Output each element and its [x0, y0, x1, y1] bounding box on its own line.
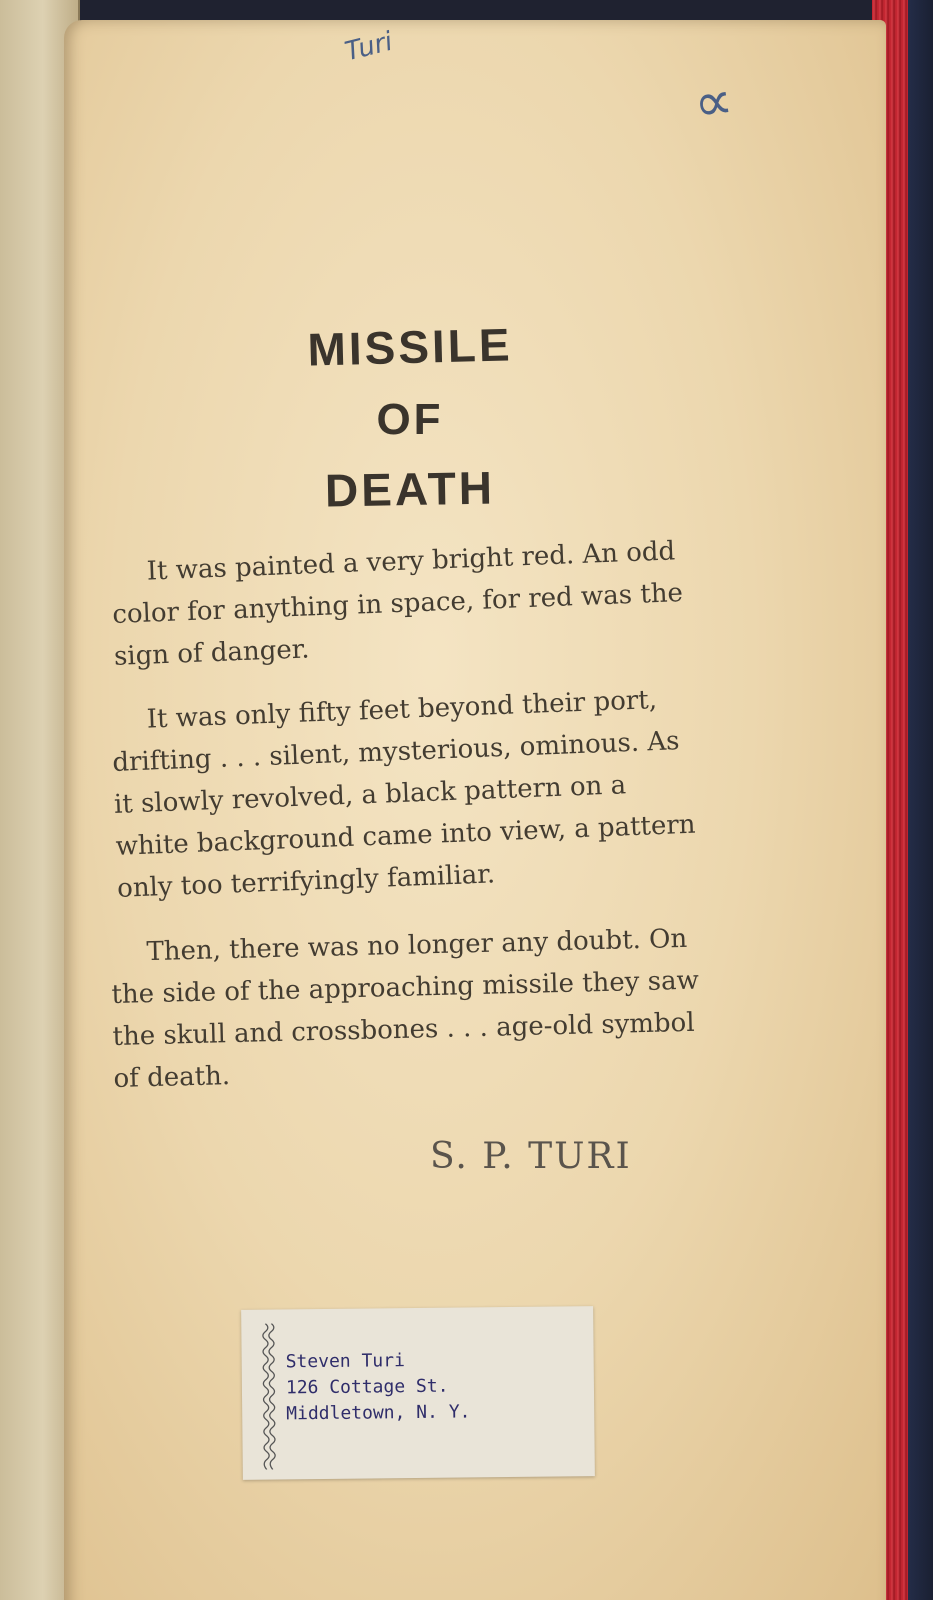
label-street: 126 Cottage St.	[285, 1375, 449, 1399]
address-label	[241, 1306, 595, 1480]
author-name: S. P. TURI	[430, 1136, 632, 1177]
title-line-1: MISSILE	[306, 318, 514, 376]
label-text-block	[286, 1347, 471, 1427]
pencil-mark: ∝	[689, 67, 737, 136]
title-line-2: OF	[376, 395, 444, 444]
label-city: Middletown, N. Y.	[286, 1401, 471, 1425]
paragraph-3: Then, there was no longer any doubt. On the side of the approaching missile they saw the skull and crossbones . . . age-old symbol of death.	[111, 923, 700, 1094]
pencil-name-note: Turi	[342, 26, 396, 68]
title-line-3: DEATH	[324, 461, 496, 517]
paragraph-2: It was only fifty feet beyond their port, drifting . . . silent, mysterious, ominous. As it slowly revolved, a black pattern on a white background came into view, a pattern only too terrifyingly familiar.	[111, 685, 697, 904]
paragraph-1: It was painted a very bright red. An odd color for anything in space, for red was the sign of danger.	[111, 536, 684, 672]
wavy-border-icon	[261, 1323, 277, 1469]
label-name: Steven Turi	[285, 1350, 405, 1373]
